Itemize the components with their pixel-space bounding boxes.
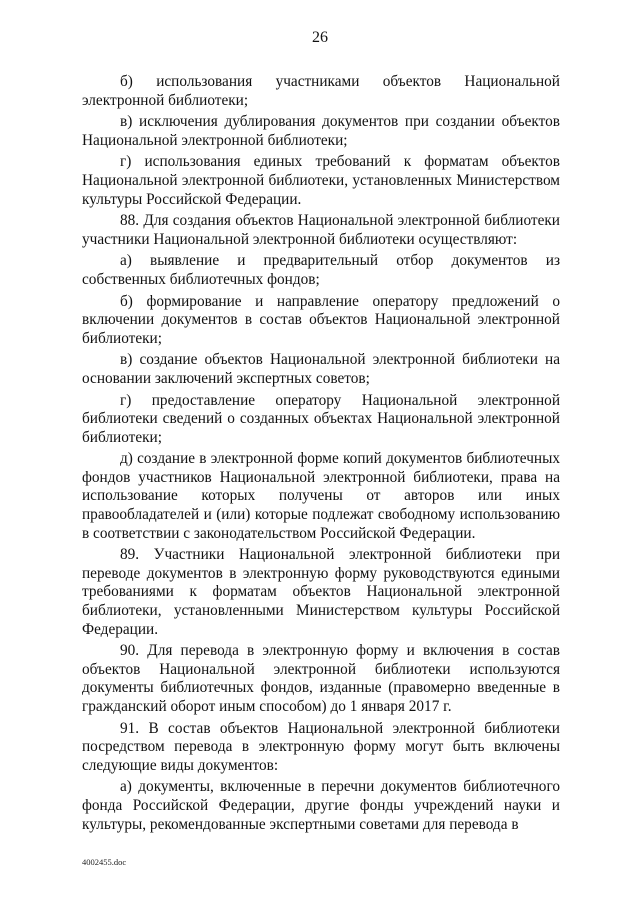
paragraph-88-v: в) создание объектов Национальной электронной библиотеки на основании заключений экспертных советов; xyxy=(82,351,560,387)
paragraph-91-a: а) документы, включенные в перечни документов библиотечного фонда Российской Федерации, другие фонды учреждений науки и культуры, рекомендованные экспертными советами для перевода в xyxy=(82,778,560,833)
paragraph-g-unified-requirements: г) использования единых требований к форматам объектов Национальной электронной библиотеки, установленных Министерством культуры Российской Федерации. xyxy=(82,153,560,208)
page-number: 26 xyxy=(312,29,328,46)
paragraph-b-usage: б) использования участниками объектов Национальной электронной библиотеки; xyxy=(82,73,560,109)
paragraph-88-g: г) предоставление оператору Национальной электронной библиотеки сведений о созданных объектах Национальной электронной библиотеки; xyxy=(82,391,560,446)
paragraph-91: 91. В состав объектов Национальной электронной библиотеки посредством перевода в электронную форму могут быть включены следующие виды документов: xyxy=(82,719,560,774)
file-name-footer: 4002455.doc xyxy=(82,857,127,867)
paragraph-88-d: д) создание в электронной форме копий документов библиотечных фондов участников Национальной электронной библиотеки, права на использование которых получены от авторов или иных правообладателей и (или) которые подлежат свободному использованию в соответствии с законодательством Российской Федерации. xyxy=(82,450,560,542)
paragraph-90: 90. Для перевода в электронную форму и включения в состав объектов Национальной электронной библиотеки используются документы библиотечных фондов, изданные (правомерно введенные в гражданский оборот иным способом) до 1 января 2017 г. xyxy=(82,642,560,715)
paragraph-88-b: б) формирование и направление оператору предложений о включении документов в состав объектов Национальной электронной библиотеки; xyxy=(82,292,560,347)
paragraph-89: 89. Участники Национальной электронной библиотеки при переводе документов в электронную форму руководствуются едиными требованиями к форматам объектов Национальной электронной библиотеки, установленными Министерством культуры Российской Федерации. xyxy=(82,546,560,638)
paragraph-v-no-duplication: в) исключения дублирования документов при создании объектов Национальной электронной библиотеки; xyxy=(82,113,560,149)
paragraph-88-a: а) выявление и предварительный отбор документов из собственных библиотечных фондов; xyxy=(82,252,560,288)
paragraph-88: 88. Для создания объектов Национальной электронной библиотеки участники Национальной электронной библиотеки осуществляют: xyxy=(82,212,560,248)
document-body xyxy=(82,73,560,837)
